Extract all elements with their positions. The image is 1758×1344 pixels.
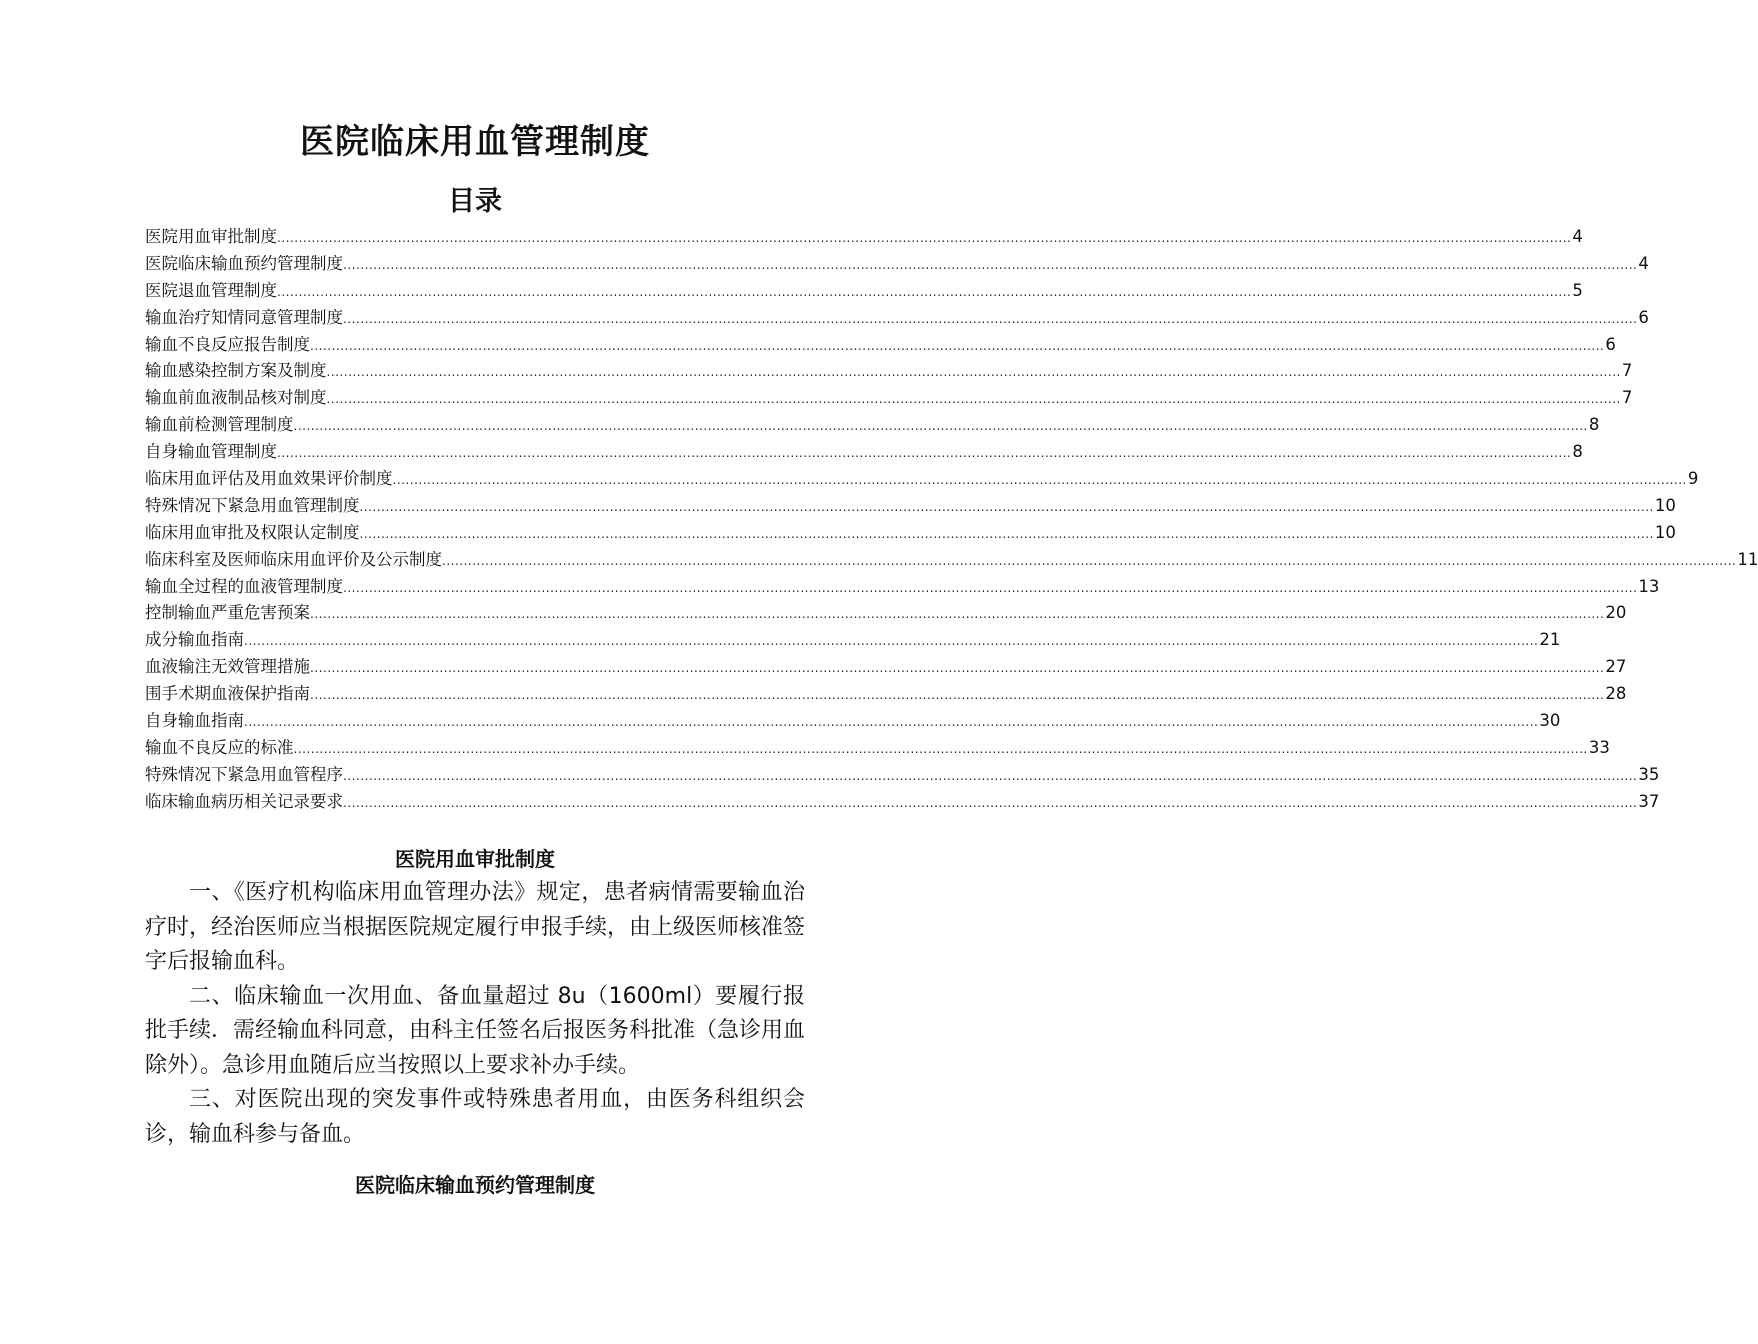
toc-entry-page: 9: [1687, 469, 1699, 489]
toc-entry-label: 成分输血指南: [145, 630, 244, 650]
toc-entry-label: 临床科室及医师临床用血评价及公示制度: [145, 549, 442, 569]
toc-leader-dots: ............................................................................................................................................................................................................................................................................................................: [343, 580, 1638, 595]
toc-entry-page: 35: [1638, 764, 1660, 784]
toc-entry-label: 自身输血指南: [145, 711, 244, 731]
toc-entry-page: 8: [1572, 442, 1583, 462]
toc-entry-label: 输血全过程的血液管理制度: [145, 576, 343, 596]
toc-leader-dots: ............................................................................................................................................................................................................................................................................................................: [359, 499, 1654, 514]
section-title-transfusion-booking: 医院临床输血预约管理制度: [355, 1173, 595, 1197]
toc-entry-label: 输血感染控制方案及制度: [145, 361, 327, 381]
toc-entry-label: 医院临床输血预约管理制度: [145, 253, 343, 273]
toc-entry-label: 输血不良反应报告制度: [145, 334, 310, 354]
toc-entry-page: 4: [1638, 253, 1649, 273]
toc-entry-page: 7: [1621, 361, 1633, 381]
toc-leader-dots: ............................................................................................................................................................................................................................................................................................................: [343, 257, 1638, 272]
toc-leader-dots: ............................................................................................................................................................................................................................................................................................................: [277, 446, 1572, 461]
toc-entry[interactable]: [145, 493, 1676, 520]
toc-entry[interactable]: [145, 358, 1633, 385]
toc-entry[interactable]: [145, 385, 1633, 412]
toc-leader-dots: ............................................................................................................................................................................................................................................................................................................: [277, 231, 1572, 245]
toc-entry-page: 7: [1621, 388, 1633, 408]
toc-entry-page: 8: [1588, 415, 1600, 435]
paragraph: 二、临床输血一次用血、备血量超过 8u（1600ml）要履行报批手续．需经输血科同意，由科主任签名后报医务科批准（急诊用血除外）。急诊用血随后应当按照以上要求补办手续。: [145, 983, 806, 1078]
toc-entry-label: 血液输注无效管理措施: [145, 657, 310, 677]
toc-leader-dots: ............................................................................................................................................................................................................................................................................................................: [343, 795, 1638, 810]
toc-leader-dots: ............................................................................................................................................................................................................................................................................................................: [442, 553, 1737, 568]
toc-leader-dots: ............................................................................................................................................................................................................................................................................................................: [244, 715, 1539, 730]
document-title: 医院临床用血管理制度: [300, 122, 650, 162]
toc-leader-dots: ............................................................................................................................................................................................................................................................................................................: [310, 338, 1605, 353]
toc-entry-page: 33: [1588, 737, 1610, 757]
toc-leader-dots: ............................................................................................................................................................................................................................................................................................................: [392, 473, 1687, 488]
toc-entry-page: 30: [1539, 711, 1561, 731]
section-body-blood-approval: [145, 876, 805, 1152]
toc-entry[interactable]: [145, 251, 1649, 278]
toc-leader-dots: ............................................................................................................................................................................................................................................................................................................: [293, 741, 1588, 756]
toc-entry-page: 6: [1638, 307, 1649, 327]
toc-entry-page: 28: [1605, 684, 1627, 704]
toc-entry-label: 输血前血液制品核对制度: [145, 388, 327, 408]
toc-leader-dots: ............................................................................................................................................................................................................................................................................................................: [343, 311, 1638, 326]
toc-entry-label: 特殊情况下紧急用血管程序: [145, 764, 343, 784]
toc-entry[interactable]: [145, 681, 1627, 708]
toc-entry-page: 10: [1654, 522, 1676, 542]
toc-entry[interactable]: [145, 654, 1627, 681]
toc-entry-label: 围手术期血液保护指南: [145, 684, 310, 704]
toc-entry-label: 临床用血评估及用血效果评价制度: [145, 469, 393, 489]
toc-entry[interactable]: [145, 278, 1583, 305]
toc-entry[interactable]: [145, 332, 1616, 359]
toc-entry-page: 37: [1638, 791, 1660, 811]
toc-heading: 目录: [448, 186, 502, 217]
toc-leader-dots: ............................................................................................................................................................................................................................................................................................................: [310, 607, 1605, 622]
toc-entry[interactable]: [145, 439, 1583, 466]
toc-entry[interactable]: [145, 520, 1676, 547]
toc-entry-label: 医院退血管理制度: [145, 280, 277, 300]
table-of-contents: [145, 224, 1758, 816]
toc-entry-page: 6: [1605, 334, 1616, 354]
toc-entry[interactable]: [145, 547, 1758, 574]
toc-leader-dots: ............................................................................................................................................................................................................................................................................................................: [343, 768, 1638, 783]
toc-entry-label: 输血前检测管理制度: [145, 415, 294, 435]
toc-entry-page: 13: [1638, 576, 1660, 596]
toc-entry[interactable]: [145, 466, 1699, 493]
toc-entry[interactable]: [145, 735, 1610, 762]
toc-entry[interactable]: [145, 412, 1600, 439]
toc-entry[interactable]: [145, 627, 1561, 654]
toc-entry-label: 控制输血严重危害预案: [145, 603, 310, 623]
toc-entry-page: 27: [1605, 657, 1627, 677]
toc-entry-label: 输血治疗知情同意管理制度: [145, 307, 343, 327]
toc-entry-page: 20: [1605, 603, 1627, 623]
toc-entry[interactable]: [145, 305, 1649, 332]
toc-entry[interactable]: [145, 224, 1583, 251]
toc-entry-label: 临床用血审批及权限认定制度: [145, 522, 360, 542]
paragraph: 三、对医院出现的突发事件或特殊患者用血，由医务科组织会诊，输血科参与备血。: [145, 1087, 805, 1147]
toc-entry-page: 21: [1539, 630, 1561, 650]
toc-entry[interactable]: [145, 600, 1627, 627]
toc-leader-dots: ............................................................................................................................................................................................................................................................................................................: [244, 634, 1539, 649]
toc-entry[interactable]: [145, 762, 1660, 789]
toc-entry-label: 输血不良反应的标准: [145, 737, 294, 757]
toc-entry[interactable]: [145, 574, 1660, 601]
toc-entry-page: 5: [1572, 280, 1583, 300]
toc-entry-page: 10: [1654, 495, 1676, 515]
toc-entry[interactable]: [145, 789, 1660, 816]
toc-entry-label: 特殊情况下紧急用血管理制度: [145, 495, 360, 515]
toc-leader-dots: ............................................................................................................................................................................................................................................................................................................: [326, 392, 1621, 407]
toc-leader-dots: ............................................................................................................................................................................................................................................................................................................: [277, 284, 1572, 299]
toc-entry-label: 自身输血管理制度: [145, 442, 277, 462]
toc-entry[interactable]: [145, 708, 1561, 735]
toc-entry-label: 医院用血审批制度: [145, 227, 277, 246]
toc-leader-dots: ............................................................................................................................................................................................................................................................................................................: [326, 365, 1621, 380]
toc-entry-label: 临床输血病历相关记录要求: [145, 791, 343, 811]
toc-entry-page: 11: [1737, 549, 1758, 569]
toc-leader-dots: ............................................................................................................................................................................................................................................................................................................: [359, 526, 1654, 541]
paragraph: 一、《医疗机构临床用血管理办法》规定，患者病情需要输血治疗时，经治医师应当根据医院规定履行申报手续，由上级医师核准签字后报输血科。: [145, 880, 806, 974]
toc-leader-dots: ............................................................................................................................................................................................................................................................................................................: [310, 688, 1605, 703]
toc-leader-dots: ............................................................................................................................................................................................................................................................................................................: [293, 419, 1588, 434]
toc-entry-page: 4: [1572, 227, 1583, 246]
toc-leader-dots: ............................................................................................................................................................................................................................................................................................................: [310, 661, 1605, 676]
section-title-blood-approval: 医院用血审批制度: [395, 847, 555, 871]
